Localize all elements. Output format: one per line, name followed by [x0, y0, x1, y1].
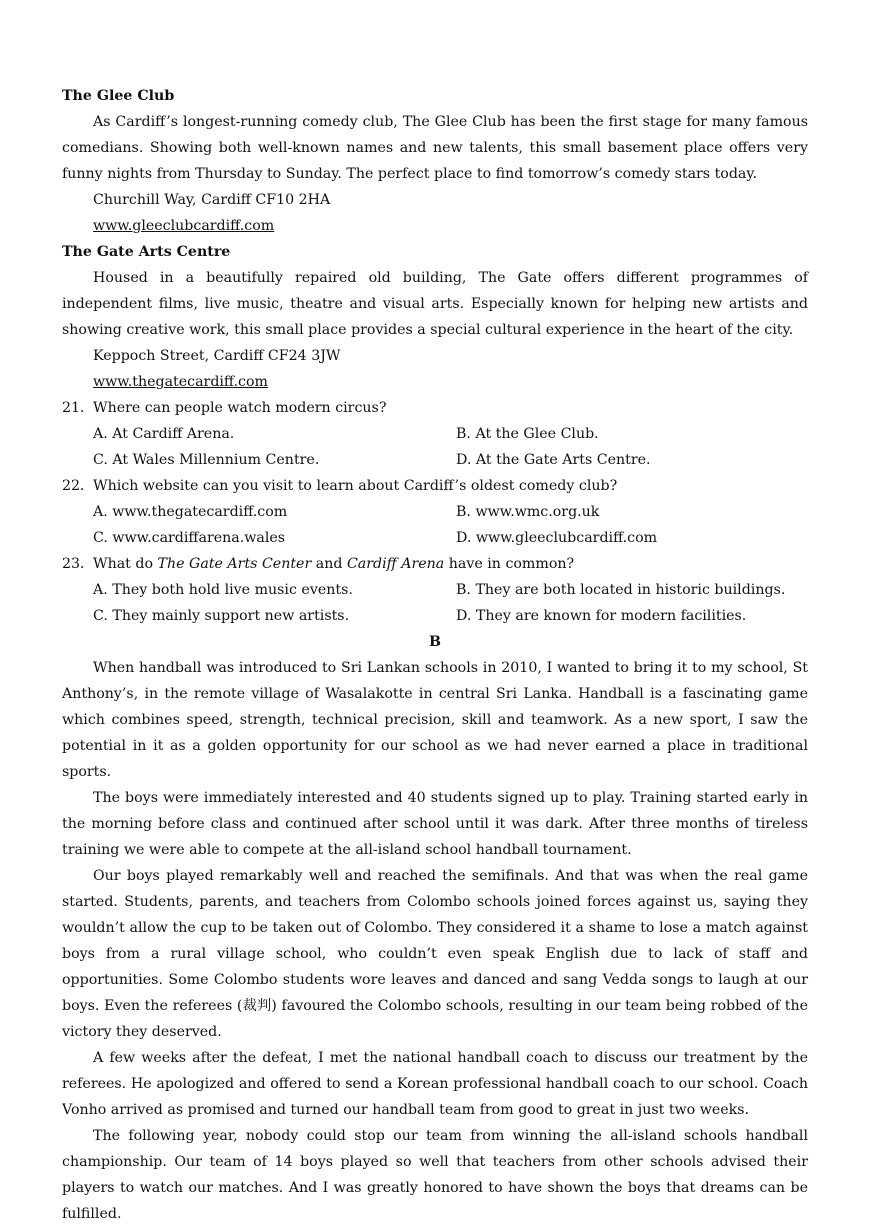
passage-paragraph-2: The boys were immediately interested and 40 students signed up to play. Training started early in the morning before class and continued after school until it was dark. After three months of tireless training we were able to compete at the all-island school handball tournament. — [62, 790, 808, 858]
passage-paragraph-5: The following year, nobody could stop our team from winning the all-island schools handball championship. Our team of 14 boys played so well that teachers from other schools advised their players to watch our matches. And I was greatly honored to have shown the boys that dreams can be fulfilled. — [62, 1128, 808, 1222]
question-text: Where can people watch modern circus? — [93, 400, 387, 416]
q22-option-a: A. www.thegatecardiff.com — [93, 504, 288, 520]
question-text-emphasis-2: Cardiff Arena — [346, 556, 445, 572]
glee-club-address: Churchill Way, Cardiff CF10 2HA — [93, 192, 331, 208]
q22-option-b: B. www.wmc.org.uk — [456, 504, 600, 520]
q23-option-d: D. They are known for modern facilities. — [456, 608, 747, 624]
q21-option-d: D. At the Gate Arts Centre. — [456, 452, 651, 468]
gate-arts-address: Keppoch Street, Cardiff CF24 3JW — [93, 348, 341, 364]
q22-option-d: D. www.gleeclubcardiff.com — [456, 530, 658, 546]
question-text-pre: What do — [93, 556, 158, 572]
q21-option-a: A. At Cardiff Arena. — [93, 426, 235, 442]
question-text: Which website can you visit to learn about Cardiff’s oldest comedy club? — [93, 478, 618, 494]
q23-option-a: A. They both hold live music events. — [93, 582, 353, 598]
q23-option-b: B. They are both located in historic buildings. — [456, 582, 786, 598]
gate-arts-website-link[interactable]: www.thegatecardiff.com — [93, 374, 268, 390]
question-23 — [62, 551, 808, 577]
glee-club-title: The Glee Club — [62, 88, 175, 104]
question-21 — [62, 395, 808, 421]
passage-paragraph-3: Our boys played remarkably well and reached the semifinals. And that was when the real game started. Students, parents, and teachers from Colombo schools joined forces against us, saying they wouldn’t allow the cup to be taken out of Colombo. They considered it a shame to lose a match against boys from a rural village school, who couldn’t even speak English due to lack of staff and opportunities. Some Colombo students wore leaves and danced and sang Vedda songs to laugh at our boys. Even the referees (裁判) favoured the Colombo schools, resulting in our team being robbed of the victory they deserved. — [62, 868, 808, 1040]
gate-arts-title: The Gate Arts Centre — [62, 244, 231, 260]
q21-option-b: B. At the Glee Club. — [456, 426, 599, 442]
question-text-mid: and — [311, 556, 347, 572]
glee-club-description: As Cardiff’s longest-running comedy club, The Glee Club has been the first stage for many famous comedians. Showing both well-known names and new talents, this small basement place offers very funny nights from Thursday to Sunday. The perfect place to find tomorrow’s comedy stars today. — [62, 114, 808, 182]
question-text-post: have in common? — [444, 556, 575, 572]
passage-paragraph-1: When handball was introduced to Sri Lankan schools in 2010, I wanted to bring it to my school, St Anthony’s, in the remote village of Wasalakotte in central Sri Lanka. Handball is a fascinating game which combines speed, strength, technical precision, skill and teamwork. As a new sport, I saw the potential in it as a golden opportunity for our school as we had never earned a place in traditional sports. — [62, 660, 808, 780]
question-number: 21． — [62, 400, 95, 416]
section-b-passage — [62, 655, 808, 1227]
question-22 — [62, 473, 808, 499]
gate-arts-description: Housed in a beautifully repaired old building, The Gate offers different programmes of independent films, live music, theatre and visual arts. Especially known for helping new artists and showing creative work, this small place provides a special cultural experience in the heart of the city. — [62, 270, 808, 338]
passage-paragraph-4: A few weeks after the defeat, I met the national handball coach to discuss our treatment by the referees. He apologized and offered to send a Korean professional handball coach to our school. Coach Vonho arrived as promised and turned our handball team from good to great in just two weeks. — [62, 1050, 808, 1118]
q21-option-c: C. At Wales Millennium Centre. — [93, 452, 320, 468]
question-text-emphasis-1: The Gate Arts Center — [157, 556, 312, 572]
question-number: 22． — [62, 478, 95, 494]
gate-arts-entry — [62, 239, 808, 395]
q23-option-c: C. They mainly support new artists. — [93, 608, 350, 624]
question-number: 23． — [62, 556, 95, 572]
section-b-label: B — [429, 634, 441, 650]
q22-option-c: C. www.cardiffarena.wales — [93, 530, 286, 546]
glee-club-entry — [62, 83, 808, 239]
glee-club-website-link[interactable]: www.gleeclubcardiff.com — [93, 218, 275, 234]
